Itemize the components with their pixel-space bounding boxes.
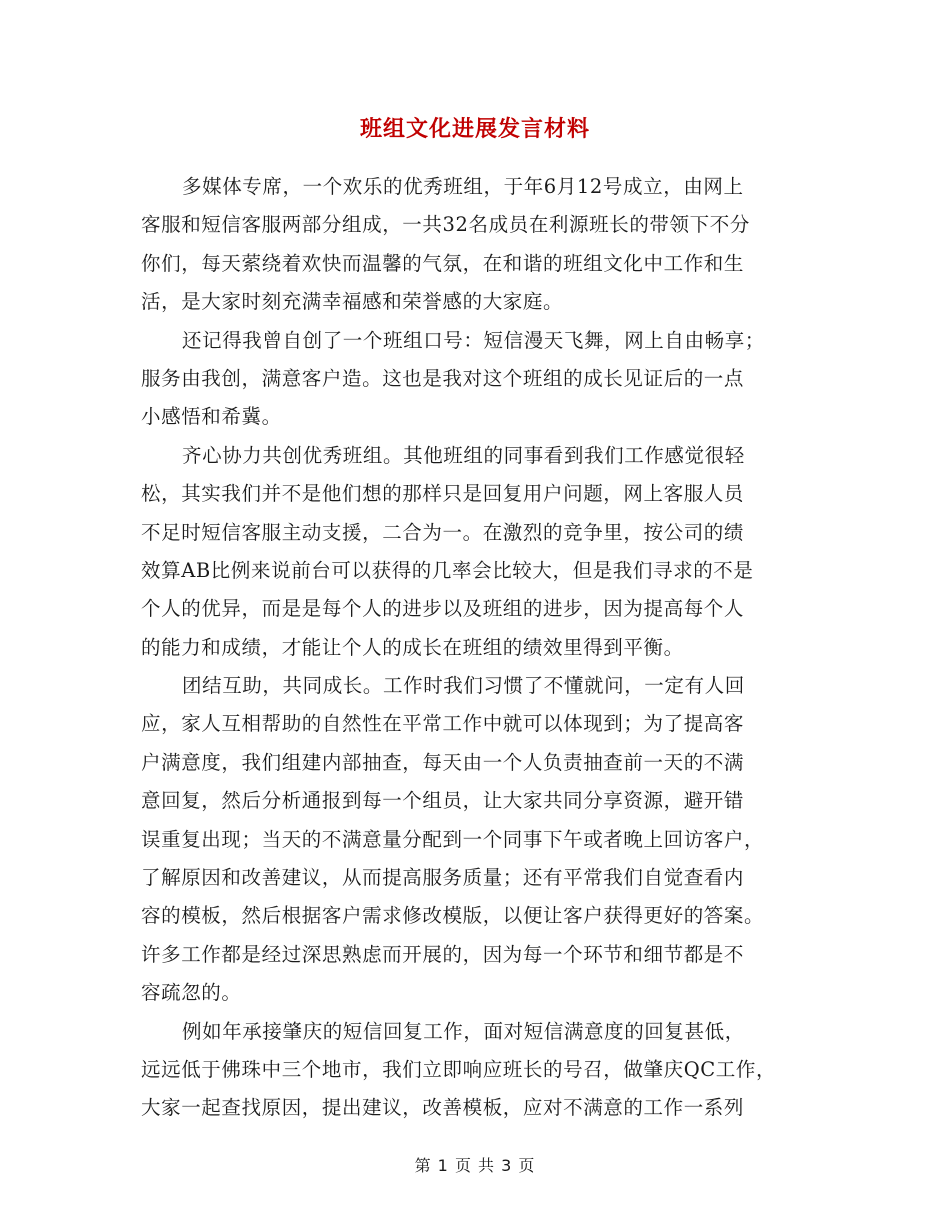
paragraph-5-line-2: 远远低于佛珠中三个地市，我们立即响应班长的号召，做肇庆QC工作，	[141, 1057, 777, 1081]
paragraph-4-line-2: 应，家人互相帮助的自然性在平常工作中就可以体现到；为了提高客	[141, 712, 745, 736]
document-title: 班组文化进展发言材料	[359, 117, 590, 142]
paragraph-4-line-1: 团结互助，共同成长。工作时我们习惯了不懂就问，一定有人回	[182, 674, 745, 698]
paragraph-3-line-3: 不足时短信客服主动支援，二合为一。在激烈的竞争里，按公司的绩	[141, 520, 745, 544]
paragraph-4-line-4: 意回复，然后分析通报到每一个组员，让大家共同分享资源，避开错	[141, 789, 745, 813]
paragraph-1-line-3: 你们，每天萦绕着欢快而温馨的气氛，在和谐的班组文化中工作和生	[141, 251, 745, 275]
paragraph-4-line-5: 误重复出现；当天的不满意量分配到一个同事下午或者晚上回访客户，	[141, 827, 765, 851]
paragraph-4-line-7: 容的模板，然后根据客户需求修改模版，以便让客户获得更好的答案。	[141, 904, 765, 928]
paragraph-2-line-2: 服务由我创，满意客户造。这也是我对这个班组的成长见证后的一点	[141, 366, 745, 390]
document-body	[141, 168, 821, 1128]
paragraph-4-line-9: 容疏忽的。	[141, 981, 242, 1005]
paragraph-1-line-4: 活，是大家时刻充满幸福感和荣誉感的大家庭。	[141, 290, 564, 314]
paragraph-1-line-2: 客服和短信客服两部分组成，一共32名成员在利源班长的带领下不分	[141, 213, 750, 237]
paragraph-5-line-3: 大家一起查找原因，提出建议，改善模板，应对不满意的工作一系列	[141, 1096, 745, 1120]
paragraph-4-line-6: 了解原因和改善建议，从而提高服务质量；还有平常我们自觉查看内	[141, 866, 745, 890]
paragraph-4-line-3: 户满意度，我们组建内部抽查，每天由一个人负责抽查前一天的不满	[141, 750, 745, 774]
paragraph-3-line-4: 效算AB比例来说前台可以获得的几率会比较大，但是我们寻求的不是	[141, 558, 754, 582]
paragraph-3-line-1: 齐心协力共创优秀班组。其他班组的同事看到我们工作感觉很轻	[182, 443, 745, 467]
paragraph-3-line-5: 个人的优异，而是是每个人的进步以及班组的进步，因为提高每个人	[141, 597, 745, 621]
paragraph-1-line-1: 多媒体专席，一个欢乐的优秀班组，于年6月12号成立，由网上	[182, 175, 744, 198]
paragraph-2-line-1: 还记得我曾自创了一个班组口号：短信漫天飞舞，网上自由畅享；	[182, 328, 765, 352]
paragraph-4-line-8: 许多工作都是经过深思熟虑而开展的，因为每一个环节和细节都是不	[141, 942, 745, 966]
paragraph-3-line-6: 的能力和成绩，才能让个人的成长在班组的绩效里得到平衡。	[141, 635, 684, 659]
paragraph-5-line-1: 例如年承接肇庆的短信回复工作，面对短信满意度的回复甚低，	[182, 1019, 745, 1043]
paragraph-3-line-2: 松，其实我们并不是他们想的那样只是回复用户问题，网上客服人员	[141, 482, 745, 506]
paragraph-2-line-3: 小感悟和希冀。	[141, 405, 282, 429]
page-number-footer: 第 1 页 共 3 页	[414, 1156, 536, 1175]
